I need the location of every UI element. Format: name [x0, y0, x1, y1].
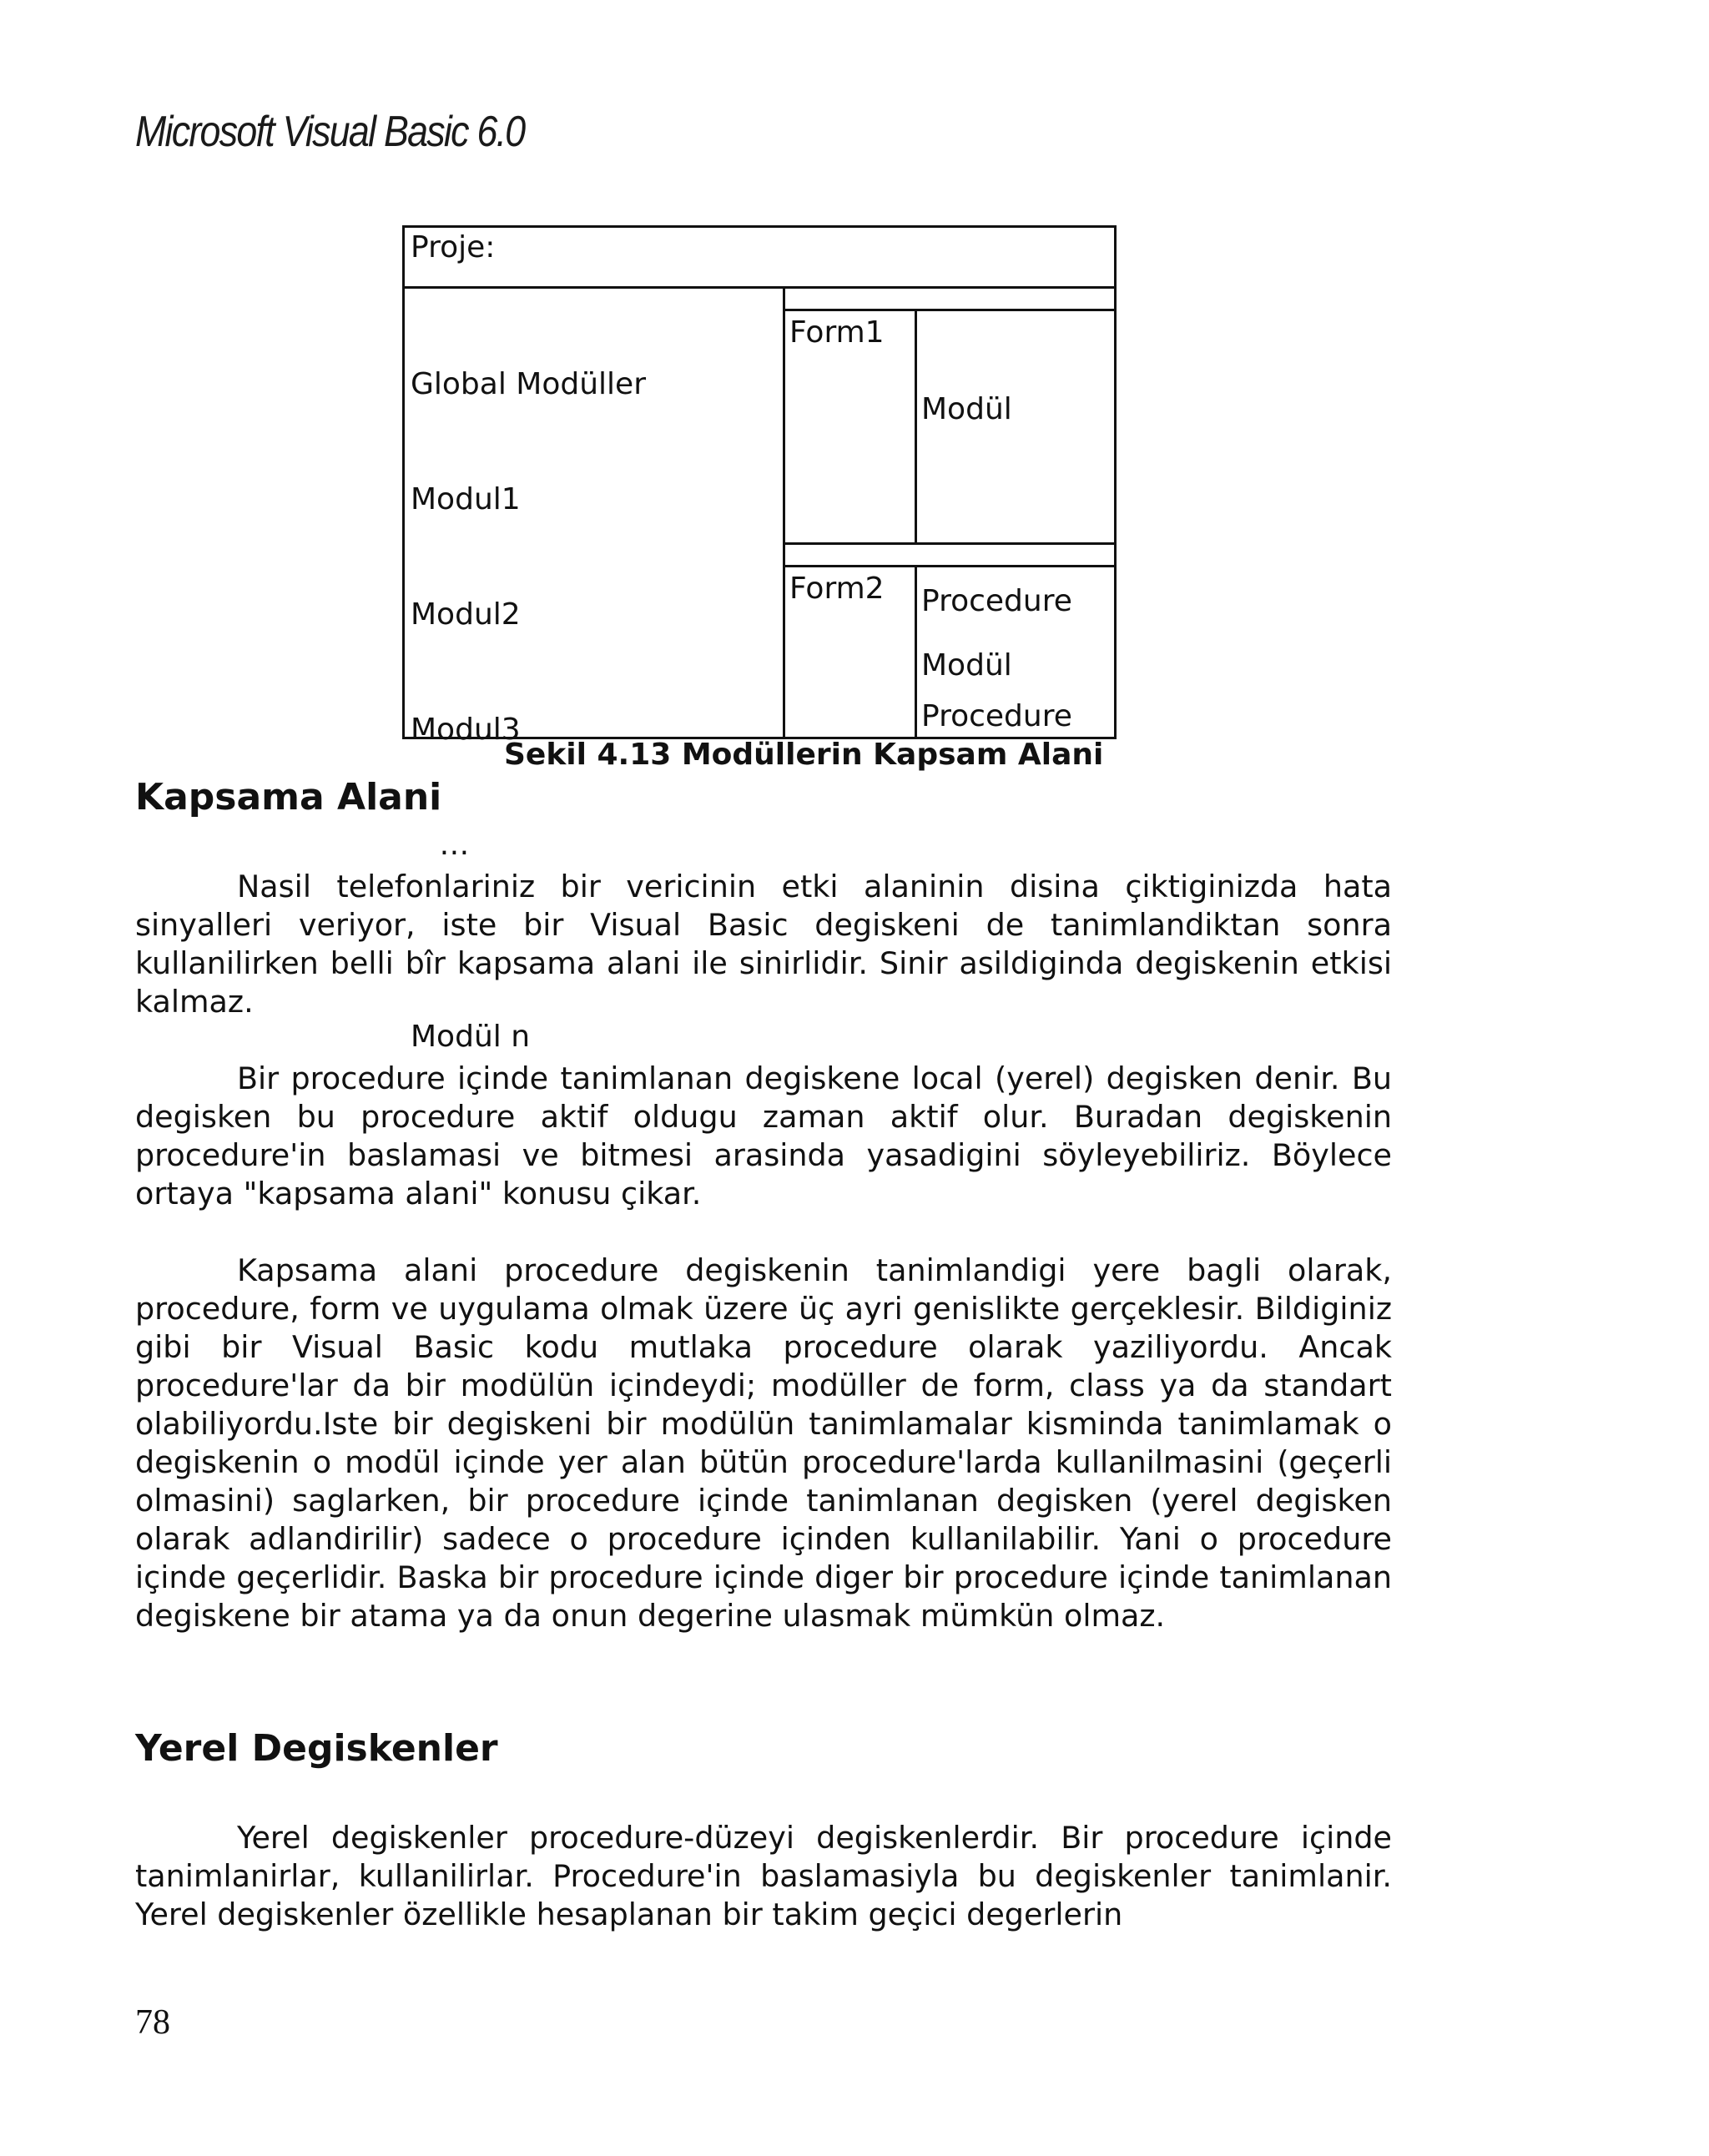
global-modules-line: Modul3 [411, 713, 521, 747]
global-modules-line: Modul1 [411, 482, 521, 516]
form2-module [921, 570, 1012, 762]
form2-module-line: Modül [921, 648, 1012, 683]
global-modules-line: Modul2 [411, 597, 521, 632]
body-paragraph: Yerel degiskenler procedure-düzeyi degiskenlerdir. Bir procedure içinde tanimlanirlar, kullanilirlar. Procedure'in baslamasiyla bu degiskenler tanimlanir. Yerel degiskenler özellikle hesaplanan bir takim geçici degerlerin [135, 1820, 1392, 1932]
form1-module-line: Modül [921, 392, 1012, 426]
running-header: Microsoft Visual Basic 6.0 [135, 108, 525, 156]
global-modules-line: Modül n [411, 1020, 531, 1054]
body-paragraph: Kapsama alani procedure degiskenin tanimlandigi yere bagli olarak, procedure, form ve uygulama olmak üzere üç ayri genislikte gerçeklesir. Bildiginiz gibi bir Visual Basic kodu mutlaka procedure olarak yaziliyordu. Ancak procedure'lar da bir modülün içindeydi; modüller de form, class ya da standart olabiliyordu.Iste bir degiskeni bir modülün tanimlamalar kisminda tanimlamak o degiskenin o modül içinde yer alan bütün procedure'larda kullanilmasini (geçerli olmasini) saglarken, bir procedure içinde tanimlanan degisken (yerel degisken olarak adlandirilir) sadece o procedure içinden kullanilabilir. Yani o procedure içinde geçerlidir. Baska bir procedure içinde diger bir procedure içinde tanimlanan degiskene bir atama ya da onun degerine ulasmak mümkün olmaz. [135, 1252, 1392, 1634]
form1-label: Form1 [789, 315, 885, 350]
diagram-divider [783, 309, 1117, 311]
project-label: Proje: [411, 230, 496, 264]
section-heading-yerel-degiskenler: Yerel Degiskenler [135, 1727, 498, 1770]
page-number: 78 [135, 2003, 170, 2042]
diagram-divider [783, 286, 785, 739]
form1-module-line: Procedure [921, 699, 1072, 733]
body-paragraph: Nasil telefonlariniz bir vericinin etki alaninin disina çiktiginizda hata sinyalleri veriyor, iste bir Visual Basic degiskeni de tanimlandiktan sonra kullanilirken belli bîr kapsama alani ile sinirlidir. Sinir asildiginda degiskenin etkisi kalmaz. [135, 869, 1392, 1020]
section-heading-kapsama-alani: Kapsama Alani [135, 776, 442, 819]
form2-label: Form2 [789, 572, 885, 606]
global-modules-line: Global Modüller [411, 367, 646, 401]
diagram-divider [915, 309, 917, 542]
form1-module-line: Procedure [921, 584, 1072, 618]
figure-caption: Sekil 4.13 Modüllerin Kapsam Alani [504, 738, 1104, 772]
body-paragraph: Bir procedure içinde tanimlanan degiskene local (yerel) degisken denir. Bu degisken bu procedure aktif oldugu zaman aktif olur. Buradan degiskenin procedure'in baslamasi ve bitmesi arasinda yasadigini söyleyebiliriz. Böylece ortaya "kapsama alani" konusu çikar. [135, 1060, 1392, 1211]
global-modules-line: … [411, 828, 470, 862]
diagram-divider [915, 565, 917, 739]
